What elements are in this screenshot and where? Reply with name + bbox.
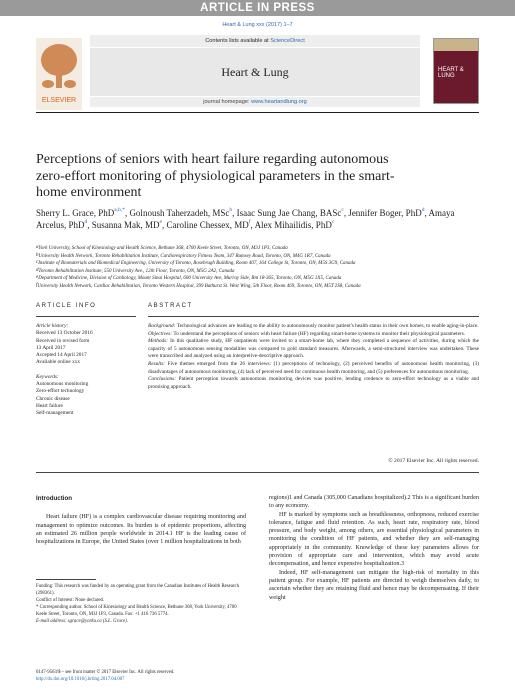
author[interactable]: Susanna Mak, MDe, [91, 218, 167, 230]
article-info-heading: ARTICLE INFO [36, 303, 97, 309]
cover-title: HEART & LUNG [438, 67, 464, 79]
history-item: Received in revised form [36, 337, 90, 344]
journal-title: Heart & Lung [90, 48, 420, 96]
affiliation: $^c$Institute of Biomaterials and Biomedical Engineering, University of Toronto, Rosebrugh Building, Room 407, 164 College St, Toronto, ON, M5S 3G9, Canada [36, 260, 356, 267]
footnote: * Corresponding author. School of Kinesiology and Health Science, Bethune 368, York University, 4700 Keele Street, Toronto, ON, M3J 1P3, Canada. Fax: +1 416 736 5774. [36, 605, 237, 617]
article-title: Perceptions of seniors with heart failure regarding autonomous zero-effort monitoring of physiological parameters in the smart-home environment [36, 152, 395, 200]
keyword: Self-management [36, 410, 74, 417]
elsevier-logo [36, 38, 82, 110]
abstract-body [148, 323, 479, 391]
author[interactable]: Jennifer Boger, PhD$^d$, [348, 207, 429, 218]
abstract-objectives: Objectives: To understand the perceptions of seniors with heart failure (HF) regarding smart-home systems to monitor their physiological parameters. [148, 330, 466, 337]
issn-line: 0147-9563/$ – see front matter © 2017 Elsevier Inc. All rights reserved. [36, 670, 175, 675]
homepage-prefix: journal homepage: [203, 99, 252, 105]
footnote-rule [36, 579, 96, 580]
affiliation: $^f$University Health Network, Cardiac Rehabilitation, Toronto Western Hospital, 399 Bathurst St. West Wing, 5th Floor, Room 469, Toronto, ON, M5T 2S8, Canada [36, 282, 361, 289]
header-rule [36, 112, 479, 113]
journal-cover-thumbnail [433, 38, 479, 104]
citation-link[interactable]: Heart & Lung xxx (2017) 1–7 [222, 22, 293, 28]
intro-paragraph: Heart failure (HF) is a complex cardiovascular disease requiring monitoring and management to optimize outcomes. Its burden is of epidemic proportions, affecting an estimated 26 million people worldwide in 2014.1 HF is the leading cause of hospitalizations in Europe, the United States (over 1 million hospitalizations in both [36, 514, 246, 546]
journal-header [90, 35, 420, 107]
article-in-press-banner: ARTICLE IN PRESS [0, 0, 515, 16]
abstract-rule [148, 316, 479, 317]
contents-prefix: Contents lists available at [205, 38, 271, 44]
sciencedirect-link[interactable]: ScienceDirect [270, 38, 305, 44]
footnotes [36, 583, 246, 625]
publisher-name: ELSEVIER [41, 97, 77, 104]
left-column [36, 495, 246, 546]
author[interactable]: Caroline Chessex, $MD^f$, [166, 218, 255, 230]
intro-paragraph: Indeed, HF self-management can mitigate the high-risk of mortality in this patient group. For example, HF patients are directed to weigh themselves daily, to ascertain whether they are retaining fluid and hence may be decompensating. If their weight [269, 569, 479, 601]
abstract-background: Background: Technological advances are leading to the ability to autonomously monitor patient's health status in their own homes, to enable aging-in-place. [148, 323, 479, 329]
abstract-copyright: © 2017 Elsevier Inc. All rights reserved. [388, 458, 479, 464]
intro-continuation: regions)1 and Canada (305,000 Canadians hospitalized).2 This is a significant burden to any economy. [269, 495, 479, 510]
body-rule [36, 472, 479, 473]
history-item: Received 13 October 2016 [36, 330, 93, 337]
intro-heading: Introduction [36, 495, 73, 502]
history-item: Available online xxx [36, 359, 81, 366]
abstract-conclusions: Conclusions: Patient perception towards autonomous monitoring devices was positive, lending credence to zero-effort technology as a viable and promising approach. [148, 376, 479, 390]
history-item: Accepted 14 April 2017 [36, 352, 87, 359]
affiliation: $^a$York University, School of Kinesiology and Health Science, Bethune 368, 4700 Keele Street, Toronto, ON, M3J 1P3, Canada [36, 245, 288, 251]
doi-link[interactable]: http://dx.doi.org/10.1016/j.hrtlng.2017.04.007 [36, 677, 125, 682]
history-label: Article history: [36, 323, 69, 329]
keyword: Autonomous monitoring [36, 381, 89, 388]
affiliation: $^e$Department of Medicine, Division of Cardiology, Mount Sinai Hospital, 600 University Ave, Murray Side, Rm 18-365, Toronto, ON, M5G 1X5, Canada [36, 275, 342, 282]
affiliation: $^d$Toronto Rehabilitation Institute, 550 University Ave., 12th Floor, Toronto, ON, M5G 2A2, Canada [36, 267, 235, 274]
footnote: Conflict of Interest: None declared. [36, 598, 105, 603]
homepage-line [90, 97, 420, 107]
affiliation: $^b$University Health Network, Toronto Rehabilitation Institute, Cardiorespiratory Fitness Team, 347 Rumsey Road, Toronto, ON, M4G 1R7, Canada [36, 252, 331, 259]
author[interactable]: Alex Mihailidis, PhD$^c$ [254, 218, 335, 230]
footnote-email[interactable]: E-mail address: sgrace@yorku.ca (S.L. Grace). [36, 619, 128, 624]
abstract-methods: Methods: In this qualitative study, HF outpatients were invited to a smart-home lab, where they completed a sequence of activities, during which the capacity of 5 autonomous sensing modalities was compared to gold standard measures. Afterwards, a semi-structured interview was undertaken. These were transcribed and analyzed using an interpretive-descriptive approach. [148, 338, 479, 360]
affiliations [36, 245, 476, 291]
keyword: Chronic disease [36, 395, 70, 402]
history-item: 13 April 2017 [36, 344, 66, 351]
author[interactable]: Amaya Arcelus, PhD$^d$, [36, 208, 455, 230]
contents-line [90, 35, 420, 47]
keyword: Heart failure [36, 402, 63, 409]
author[interactable]: Sherry L. Grace, PhD$^{a,b,*}$, [36, 207, 130, 218]
homepage-link[interactable]: www.heartandlung.org [251, 99, 307, 105]
right-column [269, 494, 479, 602]
intro-paragraph: HF is marked by symptoms such as breathlessness, orthopnoea, reduced exercise tolerance, fatigue and fluid retention. As such, heart rate, respiratory rate, blood pressure, and body weight, among others, are essential physiological parameters in monitoring the condition of HF patients, and whether they are self-managing appropriately in the community. Knowledge of these key parameters allows for provision of appropriate care and intervention, which may avoid acute decompensation, and hence expensive hospitalization.3 [269, 511, 479, 568]
keyword: Zero-effort technology [36, 388, 85, 395]
author-list [36, 208, 476, 231]
front-matter [36, 669, 256, 683]
author[interactable]: Golnoush Taherzadeh, MSc$^b$, [129, 207, 237, 218]
abstract-heading: ABSTRACT [148, 303, 193, 309]
article-info-rule [36, 316, 136, 317]
footnote: Funding: This research was funded by an operating grant from the Canadian Institutes of Health Research (298361). [36, 584, 240, 596]
abstract-results: Results: Five themes emerged from the 26 interviews: (1) perceptions of technology, (2) perceived benefits of autonomous health monitoring, (3) disadvantages of autonomous monitoring, (4) lack of perceived need for continuous health monitoring, and (5) preferences for autonomous monitoring. [148, 360, 479, 375]
keywords-label: Keywords: [36, 373, 59, 380]
author[interactable]: Isaac Sung Jae Chang, BASc$^c$, [236, 207, 349, 218]
article-info [36, 323, 136, 418]
